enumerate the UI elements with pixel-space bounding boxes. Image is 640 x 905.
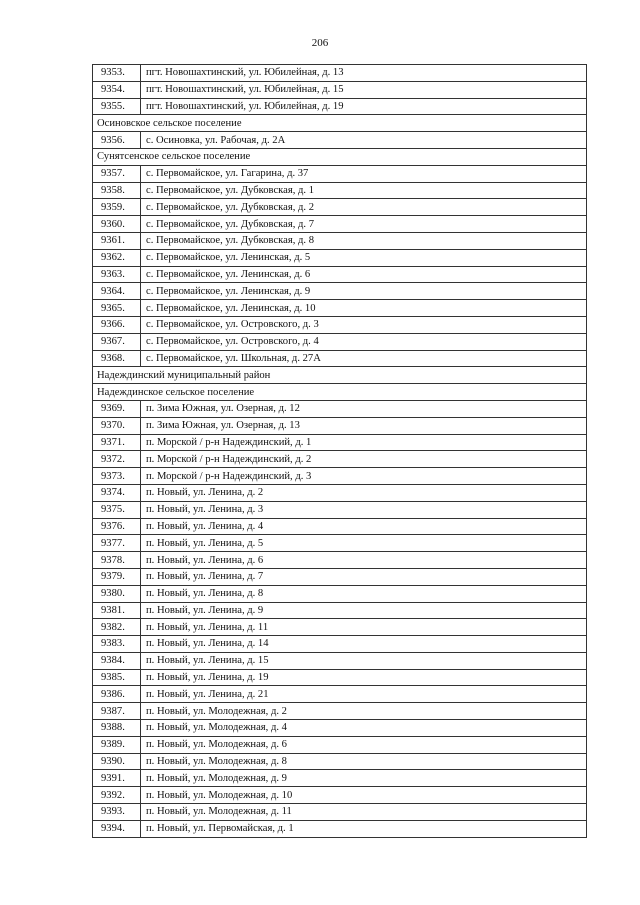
table-row [93,249,587,266]
entry-address: п. Зима Южная, ул. Озерная, д. 13 [141,417,587,434]
table-row [93,636,587,653]
entry-address: п. Новый, ул. Ленина, д. 5 [141,535,587,552]
entry-address: п. Новый, ул. Ленина, д. 2 [141,484,587,501]
entry-address: п. Новый, ул. Первомайская, д. 1 [141,820,587,837]
table-row [93,770,587,787]
table-row [93,686,587,703]
entry-number: 9374. [93,484,141,501]
entry-address: п. Новый, ул. Ленина, д. 11 [141,619,587,636]
entry-number: 9389. [93,736,141,753]
section-header-row [93,367,587,384]
table-row [93,820,587,837]
entry-number: 9357. [93,165,141,182]
table-row [93,484,587,501]
entry-number: 9376. [93,518,141,535]
entry-address: п. Новый, ул. Ленина, д. 3 [141,501,587,518]
entry-number: 9366. [93,316,141,333]
entry-number: 9380. [93,585,141,602]
table-row [93,300,587,317]
address-table [92,64,587,838]
entry-address: п. Новый, ул. Ленина, д. 7 [141,568,587,585]
entry-number: 9356. [93,132,141,149]
entry-address: п. Новый, ул. Ленина, д. 6 [141,552,587,569]
entry-address: п. Новый, ул. Молодежная, д. 8 [141,753,587,770]
section-header-row [93,115,587,132]
entry-address: п. Новый, ул. Молодежная, д. 2 [141,703,587,720]
entry-address: с. Первомайское, ул. Дубковская, д. 7 [141,216,587,233]
entry-address: с. Первомайское, ул. Гагарина, д. 37 [141,165,587,182]
entry-number: 9362. [93,249,141,266]
section-title: Сунятсенское сельское поселение [93,148,587,165]
entry-number: 9364. [93,283,141,300]
entry-address: с. Первомайское, ул. Островского, д. 3 [141,316,587,333]
entry-address: пгт. Новошахтинский, ул. Юбилейная, д. 15 [141,81,587,98]
entry-address: п. Новый, ул. Ленина, д. 4 [141,518,587,535]
table-row [93,753,587,770]
entry-address: п. Новый, ул. Ленина, д. 21 [141,686,587,703]
entry-number: 9361. [93,232,141,249]
section-header-row [93,148,587,165]
table-row [93,552,587,569]
table-row [93,434,587,451]
entry-address: п. Новый, ул. Ленина, д. 8 [141,585,587,602]
entry-address: с. Первомайское, ул. Дубковская, д. 8 [141,232,587,249]
entry-address: п. Зима Южная, ул. Озерная, д. 12 [141,400,587,417]
entry-number: 9373. [93,468,141,485]
table-row [93,501,587,518]
entry-number: 9394. [93,820,141,837]
address-table-body [93,65,587,838]
entry-number: 9358. [93,182,141,199]
entry-number: 9369. [93,400,141,417]
entry-number: 9355. [93,98,141,115]
table-row [93,652,587,669]
entry-number: 9368. [93,350,141,367]
table-row [93,468,587,485]
entry-address: п. Новый, ул. Молодежная, д. 6 [141,736,587,753]
entry-address: с. Первомайское, ул. Ленинская, д. 10 [141,300,587,317]
table-row [93,199,587,216]
table-row [93,619,587,636]
entry-number: 9392. [93,787,141,804]
entry-number: 9388. [93,720,141,737]
entry-number: 9387. [93,703,141,720]
entry-number: 9363. [93,266,141,283]
entry-number: 9360. [93,216,141,233]
table-row [93,65,587,82]
entry-number: 9383. [93,636,141,653]
entry-address: п. Новый, ул. Ленина, д. 14 [141,636,587,653]
table-row [93,165,587,182]
entry-address: п. Новый, ул. Ленина, д. 15 [141,652,587,669]
table-row [93,568,587,585]
section-title: Надеждинский муниципальный район [93,367,587,384]
table-row [93,451,587,468]
entry-address: п. Морской / р-н Надеждинский, д. 2 [141,451,587,468]
entry-address: п. Новый, ул. Молодежная, д. 10 [141,787,587,804]
table-row [93,518,587,535]
entry-address: с. Первомайское, ул. Школьная, д. 27А [141,350,587,367]
table-row [93,417,587,434]
table-row [93,703,587,720]
entry-number: 9354. [93,81,141,98]
entry-address: п. Новый, ул. Молодежная, д. 11 [141,804,587,821]
entry-address: с. Первомайское, ул. Ленинская, д. 5 [141,249,587,266]
entry-number: 9386. [93,686,141,703]
entry-address: п. Новый, ул. Молодежная, д. 4 [141,720,587,737]
table-row [93,182,587,199]
entry-number: 9381. [93,602,141,619]
table-row [93,216,587,233]
entry-address: пгт. Новошахтинский, ул. Юбилейная, д. 19 [141,98,587,115]
table-row [93,720,587,737]
section-header-row [93,384,587,401]
entry-address: с. Первомайское, ул. Дубковская, д. 1 [141,182,587,199]
table-row [93,535,587,552]
entry-number: 9378. [93,552,141,569]
table-row [93,283,587,300]
table-row [93,266,587,283]
entry-address: с. Первомайское, ул. Ленинская, д. 9 [141,283,587,300]
table-row [93,400,587,417]
entry-address: с. Первомайское, ул. Дубковская, д. 2 [141,199,587,216]
table-row [93,787,587,804]
entry-number: 9384. [93,652,141,669]
table-row [93,350,587,367]
entry-number: 9385. [93,669,141,686]
table-row [93,669,587,686]
entry-address: с. Первомайское, ул. Ленинская, д. 6 [141,266,587,283]
entry-address: п. Новый, ул. Ленина, д. 19 [141,669,587,686]
page-number: 206 [311,37,329,49]
entry-number: 9359. [93,199,141,216]
entry-number: 9353. [93,65,141,82]
section-title: Осиновское сельское поселение [93,115,587,132]
entry-number: 9382. [93,619,141,636]
entry-number: 9365. [93,300,141,317]
table-row [93,132,587,149]
entry-number: 9375. [93,501,141,518]
table-row [93,333,587,350]
table-row [93,602,587,619]
table-row [93,81,587,98]
entry-number: 9391. [93,770,141,787]
table-row [93,736,587,753]
entry-number: 9377. [93,535,141,552]
entry-number: 9393. [93,804,141,821]
entry-number: 9379. [93,568,141,585]
table-row [93,804,587,821]
entry-address: п. Новый, ул. Молодежная, д. 9 [141,770,587,787]
table-row [93,316,587,333]
entry-number: 9370. [93,417,141,434]
entry-address: с. Первомайское, ул. Островского, д. 4 [141,333,587,350]
entry-number: 9367. [93,333,141,350]
entry-number: 9372. [93,451,141,468]
entry-number: 9371. [93,434,141,451]
entry-address: п. Морской / р-н Надеждинский, д. 3 [141,468,587,485]
entry-address: с. Осиновка, ул. Рабочая, д. 2А [141,132,587,149]
section-title: Надеждинское сельское поселение [93,384,587,401]
table-row [93,98,587,115]
table-row [93,232,587,249]
table-row [93,585,587,602]
entry-address: п. Морской / р-н Надеждинский, д. 1 [141,434,587,451]
entry-number: 9390. [93,753,141,770]
entry-address: п. Новый, ул. Ленина, д. 9 [141,602,587,619]
entry-address: пгт. Новошахтинский, ул. Юбилейная, д. 13 [141,65,587,82]
